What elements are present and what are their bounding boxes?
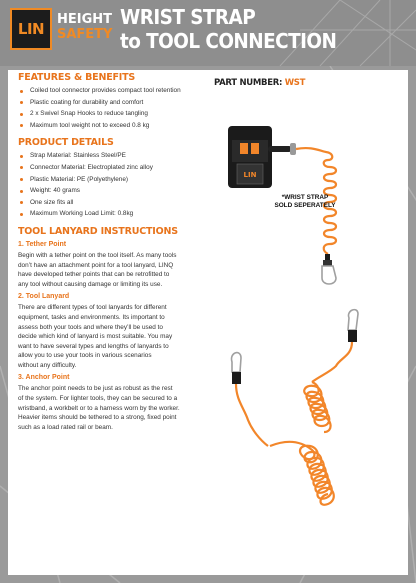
list-item: Weight: 40 grams [18,185,213,197]
text-line: such as a load rated rail or beam. [18,423,113,431]
instruction-heading-anchor: 3. Anchor Point [18,374,70,382]
text-line: of the system. For lighter tools, they can be secured to a [18,395,178,403]
part-number-value: WST [284,78,306,88]
list-item: Coiled tool connector provides compact tool retention [18,85,213,97]
text-line: want to have several types and lengths of lanyards to [18,342,169,350]
text-line: decide which kind of lanyard is most suitable. You may [18,333,173,341]
lower-coil-image [236,342,352,505]
text-line: Begin with a tether point on the tool itself. As many tools [18,251,177,259]
text-line: assess both your tools and where they’ll be used to [18,323,163,331]
text-line: don’t have an attachment point for a tool lanyard, LINQ [18,261,174,269]
text-line: wristband, a workbelt or to a harness worn by the worker. [18,404,180,412]
instruction-heading-lanyard: 2. Tool Lanyard [18,293,70,301]
instruction-heading-tether: 1. Tether Point [18,240,67,248]
list-item: Plastic coating for durability and comfort [18,97,213,109]
features-title: FEATURES & BENEFITS [18,72,136,83]
upper-snap-hook-image [322,254,336,284]
wrist-strap-image [228,126,296,188]
text-line: There are different types of tool lanyards for different [18,304,167,312]
text-line: The anchor point needs to be just as robust as the rest [18,385,173,393]
text-line: any tool without causing damage or limiting its use. [18,280,163,288]
list-item: Strap Material: Stainless Steel/PE [18,150,213,162]
text-line: allow you to use your tools in various scenarios [18,352,152,360]
left-snap-hook-image [232,353,241,372]
brand-name-line2: SAFETY [57,27,113,42]
list-item: Connector Material: Electroplated zinc alloy [18,162,213,174]
page-title-line1: WRIST STRAP [120,5,256,29]
product-note [250,194,360,210]
details-title: PRODUCT DETAILS [18,137,114,149]
note-line: *WRIST STRAP [281,194,329,201]
text-line: Heavier items should be tethered to a strong, fixed point [18,414,177,422]
list-item: Maximum tool weight not to exceed 0.8 kg [18,120,213,132]
instructions-title: TOOL LANYARD INSTRUCTIONS [18,225,178,237]
logo-text: LIN [17,20,45,38]
text-line: without any difficulty. [18,361,77,369]
text-line: equipment, tasks and environments. Its important to [18,313,165,321]
page-title-line2: to TOOL CONNECTION [120,29,337,53]
top-snap-hook-image [348,310,358,330]
list-item: One size fits all [18,197,213,209]
note-line: SOLD SEPERATELY [274,202,336,209]
hook-connector [348,330,357,342]
hook-connector [232,372,241,384]
brand-name-line1: HEIGHT [57,12,113,27]
list-item: Maximum Working Load Limit: 0.8kg [18,208,213,220]
list-item: Plastic Material: PE (Polyethylene) [18,174,213,186]
part-number-label: PART NUMBER: [214,78,285,88]
list-item: 2 x Swivel Snap Hooks to reduce tangling [18,108,213,120]
text-line: have developed tether points that can be retrofitted to [18,271,170,279]
svg-text:LIN: LIN [243,171,257,179]
